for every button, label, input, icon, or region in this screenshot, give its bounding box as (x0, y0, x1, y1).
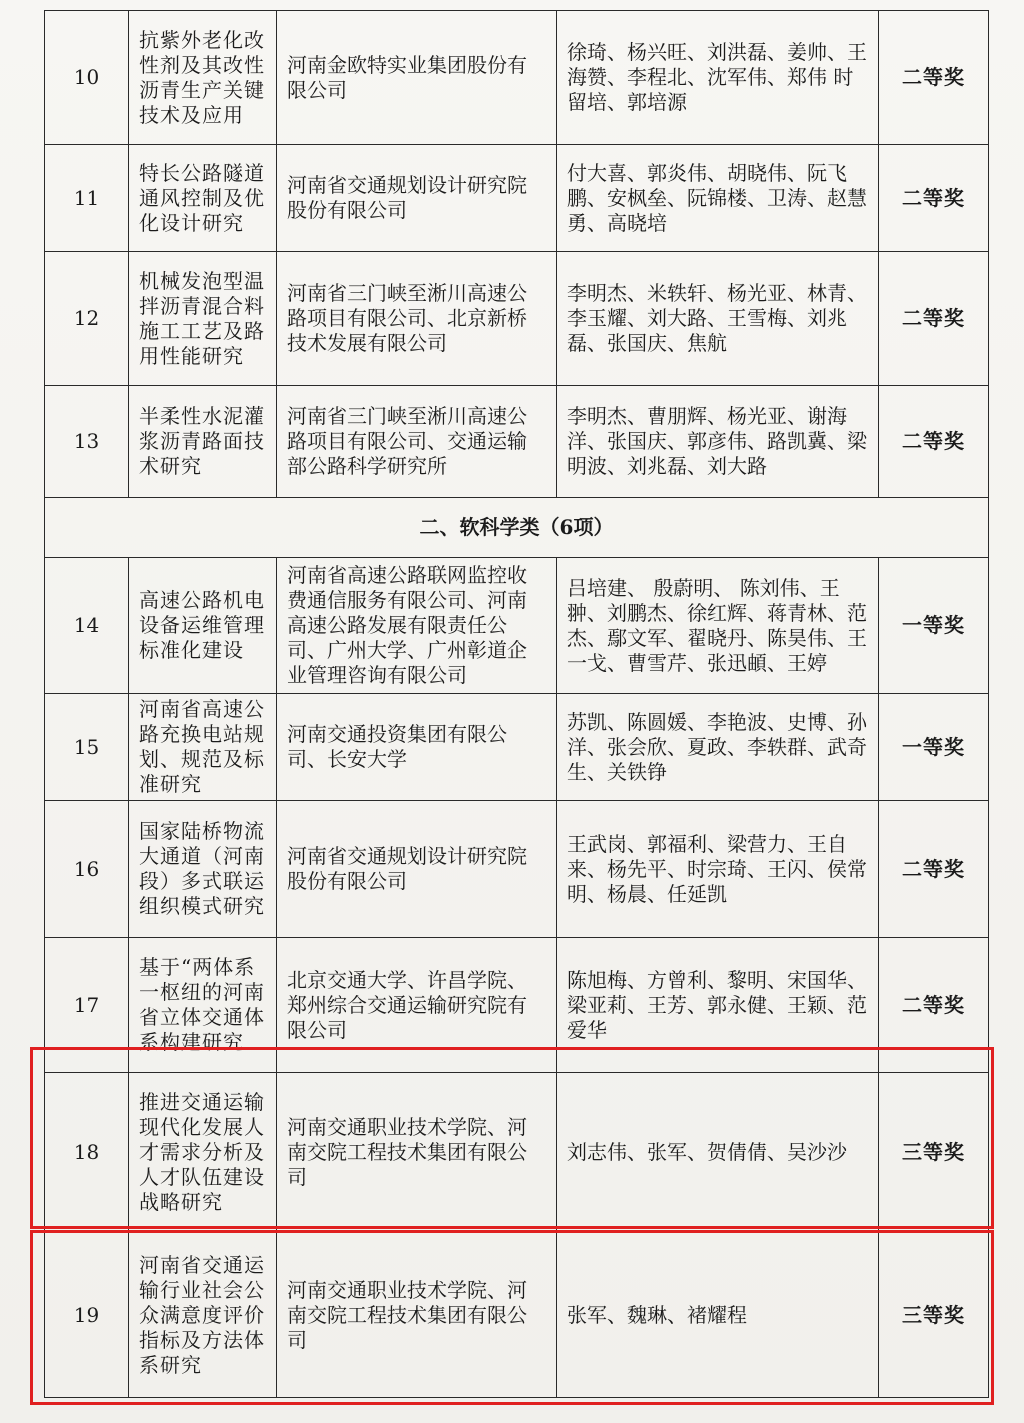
award-level: 二等奖 (879, 801, 989, 938)
completing-unit: 北京交通大学、许昌学院、郑州综合交通运输研究院有限公司 (277, 938, 557, 1073)
table-row (45, 252, 989, 386)
completing-unit: 河南交通职业技术学院、河南交院工程技术集团有限公司 (277, 1073, 557, 1233)
row-number: 10 (45, 11, 129, 145)
row-number: 18 (45, 1073, 129, 1233)
completing-people: 苏凯、陈圆媛、李艳波、史博、孙洋、张会欣、夏政、李轶群、武奇生、关铁铮 (557, 694, 879, 801)
award-level: 三等奖 (879, 1233, 989, 1398)
project-name: 河南省交通运输行业社会公众满意度评价指标及方法体系研究 (129, 1233, 277, 1398)
completing-people: 王武岗、郭福利、梁营力、王自来、杨先平、时宗琦、王闪、侯常明、杨晨、任延凯 (557, 801, 879, 938)
completing-people: 陈旭梅、方曾利、黎明、宋国华、梁亚莉、王芳、郭永健、王颖、范爱华 (557, 938, 879, 1073)
table-row (45, 938, 989, 1073)
row-number: 14 (45, 558, 129, 694)
completing-unit: 河南省三门峡至淅川高速公路项目有限公司、交通运输部公路科学研究所 (277, 386, 557, 498)
project-name: 基于“两体系一枢纽的河南省立体交通体系构建研究 (129, 938, 277, 1073)
row-number: 15 (45, 694, 129, 801)
section-title: 二、软科学类（6项） (45, 498, 989, 558)
award-level: 一等奖 (879, 558, 989, 694)
table-row (45, 11, 989, 145)
project-name: 特长公路隧道通风控制及优化设计研究 (129, 145, 277, 252)
project-name: 半柔性水泥灌浆沥青路面技术研究 (129, 386, 277, 498)
award-level: 二等奖 (879, 938, 989, 1073)
completing-people: 李明杰、曹朋辉、杨光亚、谢海洋、张国庆、郭彦伟、路凯冀、梁明波、刘兆磊、刘大路 (557, 386, 879, 498)
project-name: 推进交通运输现代化发展人才需求分析及人才队伍建设战略研究 (129, 1073, 277, 1233)
completing-people: 徐琦、杨兴旺、刘洪磊、姜帅、王海赞、李程北、沈军伟、郑伟 时留培、郭培源 (557, 11, 879, 145)
row-number: 11 (45, 145, 129, 252)
award-level: 一等奖 (879, 694, 989, 801)
award-level: 二等奖 (879, 252, 989, 386)
completing-unit: 河南交通投资集团有限公司、长安大学 (277, 694, 557, 801)
completing-people: 付大喜、郭炎伟、胡晓伟、阮飞鹏、安枫垒、阮锦楼、卫涛、赵慧勇、高晓培 (557, 145, 879, 252)
row-number: 19 (45, 1233, 129, 1398)
project-name: 河南省高速公路充换电站规划、规范及标准研究 (129, 694, 277, 801)
award-level: 二等奖 (879, 386, 989, 498)
completing-people: 张军、魏琳、褚耀程 (557, 1233, 879, 1398)
table-row (45, 1233, 989, 1398)
completing-unit: 河南省交通规划设计研究院股份有限公司 (277, 145, 557, 252)
completing-people: 李明杰、米轶轩、杨光亚、林青、李玉耀、刘大路、王雪梅、刘兆磊、张国庆、焦航 (557, 252, 879, 386)
award-level: 二等奖 (879, 11, 989, 145)
project-name: 机械发泡型温拌沥青混合料施工工艺及路用性能研究 (129, 252, 277, 386)
table-row (45, 1073, 989, 1233)
row-number: 17 (45, 938, 129, 1073)
project-name: 抗紫外老化改性剂及其改性沥青生产关键技术及应用 (129, 11, 277, 145)
awards-table (44, 10, 989, 1398)
section-row (45, 498, 989, 558)
row-number: 13 (45, 386, 129, 498)
completing-unit: 河南金欧特实业集团股份有限公司 (277, 11, 557, 145)
award-level: 三等奖 (879, 1073, 989, 1233)
row-number: 12 (45, 252, 129, 386)
table-row (45, 145, 989, 252)
completing-unit: 河南省交通规划设计研究院股份有限公司 (277, 801, 557, 938)
completing-unit: 河南省三门峡至淅川高速公路项目有限公司、北京新桥技术发展有限公司 (277, 252, 557, 386)
table-row (45, 801, 989, 938)
completing-unit: 河南省高速公路联网监控收费通信服务有限公司、河南高速公路发展有限责任公司、广州大学、广州彰道企业管理咨询有限公司 (277, 558, 557, 694)
table-row (45, 694, 989, 801)
completing-unit: 河南交通职业技术学院、河南交院工程技术集团有限公司 (277, 1233, 557, 1398)
table-row (45, 386, 989, 498)
completing-people: 吕培建、 殷蔚明、 陈刘伟、王翀、刘鹏杰、徐红辉、蒋青林、范杰、鄢文军、翟晓丹、陈昊伟、王一戈、曹雪芹、张迅頔、王婷 (557, 558, 879, 694)
project-name: 高速公路机电设备运维管理标准化建设 (129, 558, 277, 694)
row-number: 16 (45, 801, 129, 938)
completing-people: 刘志伟、张军、贺倩倩、吴沙沙 (557, 1073, 879, 1233)
award-level: 二等奖 (879, 145, 989, 252)
project-name: 国家陆桥物流大通道（河南段）多式联运组织模式研究 (129, 801, 277, 938)
table-row (45, 558, 989, 694)
